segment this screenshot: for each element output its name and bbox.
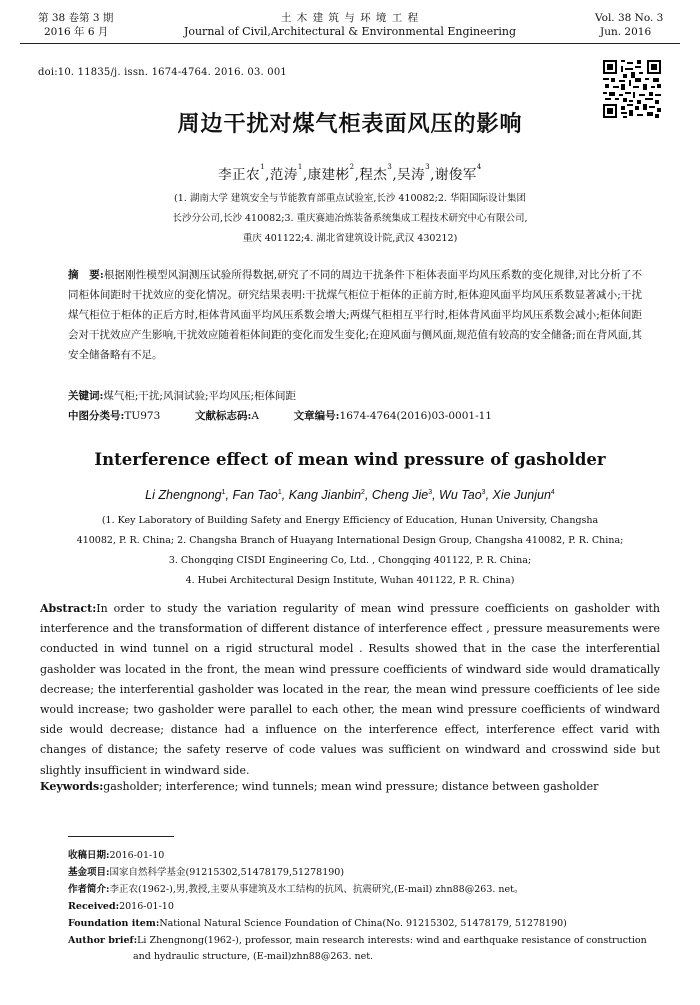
footnote-fund-cn: 基金项目:国家自然科学基金(91215302,51478179,51278190) (68, 867, 345, 878)
footnote-fund-en: Foundation item:National Natural Science Foundation of China(No. 91215302, 51478179, 51278190) (68, 918, 567, 929)
article-number-value: 1674-4764(2016)03-0001-11 (339, 410, 492, 422)
clc-label: 中图分类号: (68, 410, 125, 422)
abstract-en-text: In order to study the variation regularity of mean wind pressure coefficients on gasholder with interference and the transformation of different distance of interference effect , pressure measurements were conducted in wind tunnel on a rigid structural model . Results showed that in the case the interferential gasholder was located in the front, the mean wind pressure coefficients of windward side would dramatically decrease; the interferential gasholder was located in the rear, the mean wind pressure coefficients of lee side would increase; two gasholder were parallel to each other, the mean wind pressure coefficients of windward side would decrease; distance had a influence on the interference effect, interference effect varid with changes of distance; the safety reserve of code values was sufficient on windward and crosswind side but slightly insufficient in windward side. (40, 602, 660, 777)
abstract-en (40, 599, 660, 781)
keywords-en (40, 780, 598, 793)
affiliation-line: 长沙分公司,长沙 410082;3. 重庆赛迪冶炼装备系统集成工程技术研究中心有限公司, (172, 213, 528, 224)
clc-value: TU973 (124, 410, 161, 422)
journal-title-en: Journal of Civil,Architectural & Environmental Engineering (183, 25, 517, 38)
authors-cn: 李正农$^1$,范涛$^1$,康建彬$^2$,程杰$^3$,吴涛$^3$,谢俊军$^4$ (218, 163, 482, 183)
author-cn: 范涛 (269, 167, 298, 183)
author-cn: 程杰 (359, 167, 388, 183)
abstract-en-label: Abstract: (40, 602, 97, 615)
keywords-cn-text: 煤气柜;干扰;风洞试验;平均风压;柜体间距 (103, 390, 297, 402)
doc-code-label: 文献标志码: (194, 410, 252, 422)
date-en: Jun. 2016 (600, 26, 652, 38)
date-cn: 2016 年 6 月 (44, 26, 109, 38)
footnote-author-en: Author brief:Li Zhengnong(1962-), professor, main research interests: wind and earthquake resistance of construction (68, 935, 647, 946)
keywords-cn-label: 关键词: (68, 390, 104, 402)
author-cn: 谢俊军 (434, 167, 477, 183)
title-en: Interference effect of mean wind pressure of gasholder (94, 450, 606, 469)
author-en: Cheng Jie (371, 488, 429, 502)
classification-row (68, 408, 492, 423)
affiliation-line: 410082, P. R. China; 2. Changsha Branch of Huayang International Design Group, Changsha 410082, P. R. China; (76, 535, 624, 546)
author-en: Wu Tao (439, 488, 482, 502)
header-rule (20, 43, 680, 44)
title-cn: 周边干扰对煤气柜表面风压的影响 (177, 111, 523, 137)
affiliation-line: (1. 湖南大学 建筑安全与节能教育部重点试验室,长沙 410082;2. 华阳国际设计集团 (174, 193, 526, 204)
author-cn: 吴涛 (397, 167, 426, 183)
footnote-rule (68, 836, 174, 837)
author-cn: 李正农 (218, 167, 261, 183)
author-en: Fan Tao (232, 488, 278, 502)
doi: doi:10. 11835/j. issn. 1674-4764. 2016. 03. 001 (38, 67, 287, 78)
doc-code-value: A (251, 410, 259, 422)
article-number-label: 文章编号: (293, 410, 340, 422)
affiliation-line: 4. Hubei Architectural Design Institute, Wuhan 401122, P. R. China) (185, 575, 515, 586)
footnote-received-cn: 收稿日期:2016-01-10 (68, 850, 165, 861)
author-en: Kang Jianbin (288, 488, 362, 502)
affiliations-cn (100, 189, 600, 249)
keywords-cn (68, 386, 642, 406)
abstract-cn-label: 摘 要: (68, 269, 104, 281)
affiliation-line: 重庆 401122;4. 湖北省建筑设计院,武汉 430212) (242, 233, 458, 244)
footnote-received-en: Received:2016-01-10 (68, 901, 174, 912)
volume-cn: 第 38 卷第 3 期 (38, 12, 114, 24)
volume-en: Vol. 38 No. 3 (595, 12, 664, 24)
author-en: Li Zhengnong (145, 488, 222, 502)
footnote-author-cn: 作者简介:李正农(1962-),男,教授,主要从事建筑及水工结构的抗风、抗震研究,(E-mail) zhn88@263. net。 (68, 884, 524, 895)
keywords-en-label: Keywords: (40, 780, 104, 793)
authors-en: Li Zhengnong$^1$, Fan Tao$^1$, Kang Jianbin$^2$, Cheng Jie$^3$, Wu Tao$^3$, Xie Junjun$^4$ (145, 488, 555, 502)
abstract-cn (68, 265, 642, 365)
affiliation-line: (1. Key Laboratory of Building Safety and Energy Efficiency of Education, Hunan University, Changsha (101, 515, 599, 526)
abstract-cn-text: 根据刚性模型风洞测压试验所得数据,研究了不同的周边干扰条件下柜体表面平均风压系数的变化规律,对比分析了不同柜体间距时干扰效应的变化情况。研究结果表明:干扰煤气柜位于柜体的正前方时,柜体迎风面平均风压系数显著减小;干扰煤气柜位于柜体的正后方时,柜体背风面平均风压系数会增大;两煤气柜相互平行时,柜体背风面平均风压系数会减小;柜体间距会对干扰效应产生影响,干扰效应随着柜体间距的变化而发生变化;在迎风面与侧风面,规范值有较高的安全储备;而在背风面,其安全储备略有不足。 (68, 269, 642, 361)
keywords-en-text: gasholder; interference; wind tunnels; mean wind pressure; distance between gasholder (103, 780, 599, 793)
journal-title-cn: 土 木 建 筑 与 环 境 工 程 (280, 12, 420, 24)
footnote-author-en-cont: and hydraulic structure, (E-mail)zhn88@263. net. (133, 951, 374, 962)
affiliations-en (20, 511, 680, 591)
author-en: Xie Junjun (492, 488, 551, 502)
affiliation-line: 3. Chongqing CISDI Engineering Co, Ltd. , Chongqing 401122, P. R. China; (168, 555, 532, 566)
author-cn: 康建彬 (307, 167, 350, 183)
